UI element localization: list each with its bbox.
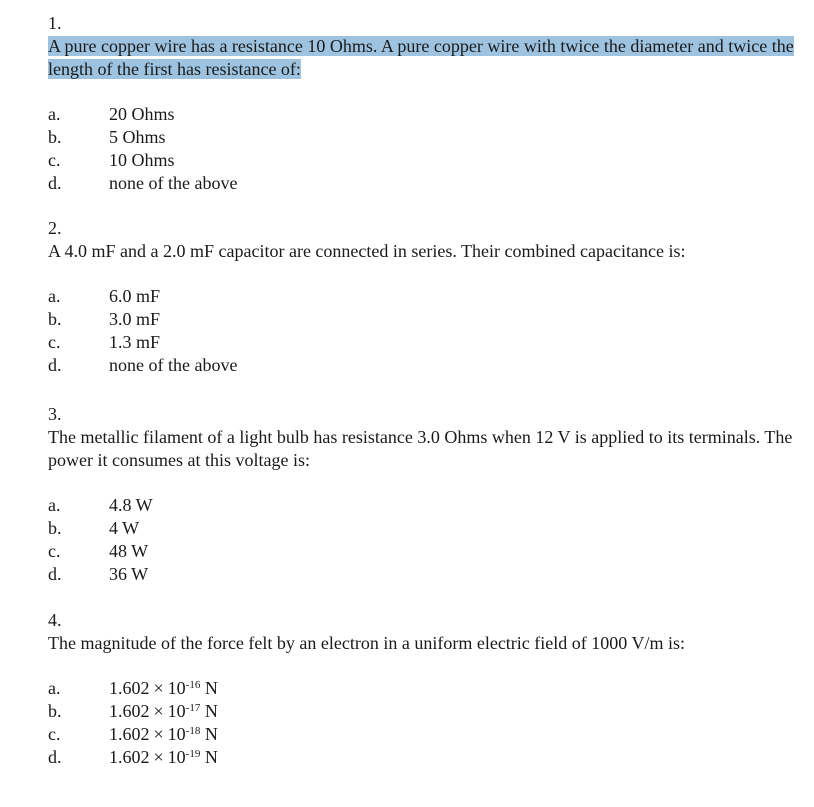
option-a: [48, 494, 808, 517]
option-text: 36 W: [109, 564, 149, 584]
option-b: [48, 700, 808, 723]
option-exponent: -19: [185, 748, 201, 760]
option-c: [48, 723, 808, 746]
question-2: [48, 217, 808, 377]
option-mantissa: 1.602: [109, 747, 150, 767]
question-text-highlighted[interactable]: A pure copper wire has a resistance 10 Ohms. A pure copper wire with twice the diameter and twice the length of the first has resistance of:: [48, 36, 794, 79]
option-exponent: -18: [185, 725, 201, 737]
option-c: [48, 331, 808, 354]
option-letter: c.: [48, 541, 61, 561]
option-c: [48, 540, 808, 563]
option-letter: a.: [48, 286, 61, 306]
question-text: The magnitude of the force felt by an electron in a uniform electric field of 1000 V/m is:: [48, 633, 685, 653]
answer-options: [48, 494, 808, 586]
option-base: 10: [167, 747, 186, 767]
option-text: 4 W: [109, 518, 140, 538]
option-exponent: -16: [185, 679, 201, 691]
question-3: [48, 403, 808, 586]
option-letter: c.: [48, 724, 61, 744]
option-letter: d.: [48, 564, 62, 584]
option-unit: N: [204, 747, 218, 767]
question-number: 2.: [48, 218, 62, 238]
option-letter: b.: [48, 127, 62, 147]
option-base: 10: [167, 678, 186, 698]
question-text: A 4.0 mF and a 2.0 mF capacitor are connected in series. Their combined capacitance is:: [48, 241, 686, 261]
option-text: 48 W: [109, 541, 149, 561]
option-d: [48, 746, 808, 769]
question-text-block: [48, 35, 808, 81]
answer-options: [48, 285, 808, 377]
times-symbol: ×: [153, 747, 164, 767]
option-text: [109, 723, 218, 746]
option-b: [48, 517, 808, 540]
option-exponent: -17: [185, 702, 201, 714]
option-a: [48, 285, 808, 308]
option-letter: a.: [48, 104, 61, 124]
option-b: [48, 126, 808, 149]
question-4: [48, 609, 808, 769]
option-letter: c.: [48, 332, 61, 352]
option-letter: d.: [48, 173, 62, 193]
option-c: [48, 149, 808, 172]
option-letter: b.: [48, 309, 62, 329]
option-d: [48, 172, 808, 195]
question-text-block: [48, 632, 808, 655]
option-letter: b.: [48, 518, 62, 538]
question-number: 4.: [48, 610, 62, 630]
option-letter: c.: [48, 150, 61, 170]
option-text: 6.0 mF: [109, 286, 161, 306]
option-letter: a.: [48, 495, 61, 515]
option-text: none of the above: [109, 173, 238, 193]
option-letter: d.: [48, 355, 62, 375]
option-mantissa: 1.602: [109, 724, 150, 744]
option-mantissa: 1.602: [109, 701, 150, 721]
option-unit: N: [204, 678, 218, 698]
option-d: [48, 354, 808, 377]
option-letter: b.: [48, 701, 62, 721]
question-text-block: [48, 426, 808, 472]
option-b: [48, 308, 808, 331]
option-a: [48, 677, 808, 700]
option-text: [109, 677, 218, 700]
times-symbol: ×: [153, 701, 164, 721]
option-text: 20 Ohms: [109, 104, 175, 124]
question-text: The metallic filament of a light bulb has resistance 3.0 Ohms when 12 V is applied to its terminals. The power it consumes at this voltage is:: [48, 427, 793, 470]
option-a: [48, 103, 808, 126]
answer-options: [48, 677, 808, 769]
option-text: none of the above: [109, 355, 238, 375]
question-number: 1.: [48, 13, 62, 33]
option-base: 10: [167, 701, 186, 721]
option-letter: a.: [48, 678, 61, 698]
times-symbol: ×: [153, 678, 164, 698]
question-text-block: [48, 240, 808, 263]
option-d: [48, 563, 808, 586]
option-text: 1.3 mF: [109, 332, 161, 352]
question-1: [48, 12, 808, 195]
answer-options: [48, 103, 808, 195]
option-unit: N: [204, 701, 218, 721]
times-symbol: ×: [153, 724, 164, 744]
option-text: [109, 700, 218, 723]
option-base: 10: [167, 724, 186, 744]
option-text: 10 Ohms: [109, 150, 175, 170]
question-number: 3.: [48, 404, 62, 424]
option-text: 5 Ohms: [109, 127, 166, 147]
option-text: [109, 746, 218, 769]
option-text: 4.8 W: [109, 495, 153, 515]
option-unit: N: [204, 724, 218, 744]
option-text: 3.0 mF: [109, 309, 161, 329]
option-mantissa: 1.602: [109, 678, 150, 698]
option-letter: d.: [48, 747, 62, 767]
